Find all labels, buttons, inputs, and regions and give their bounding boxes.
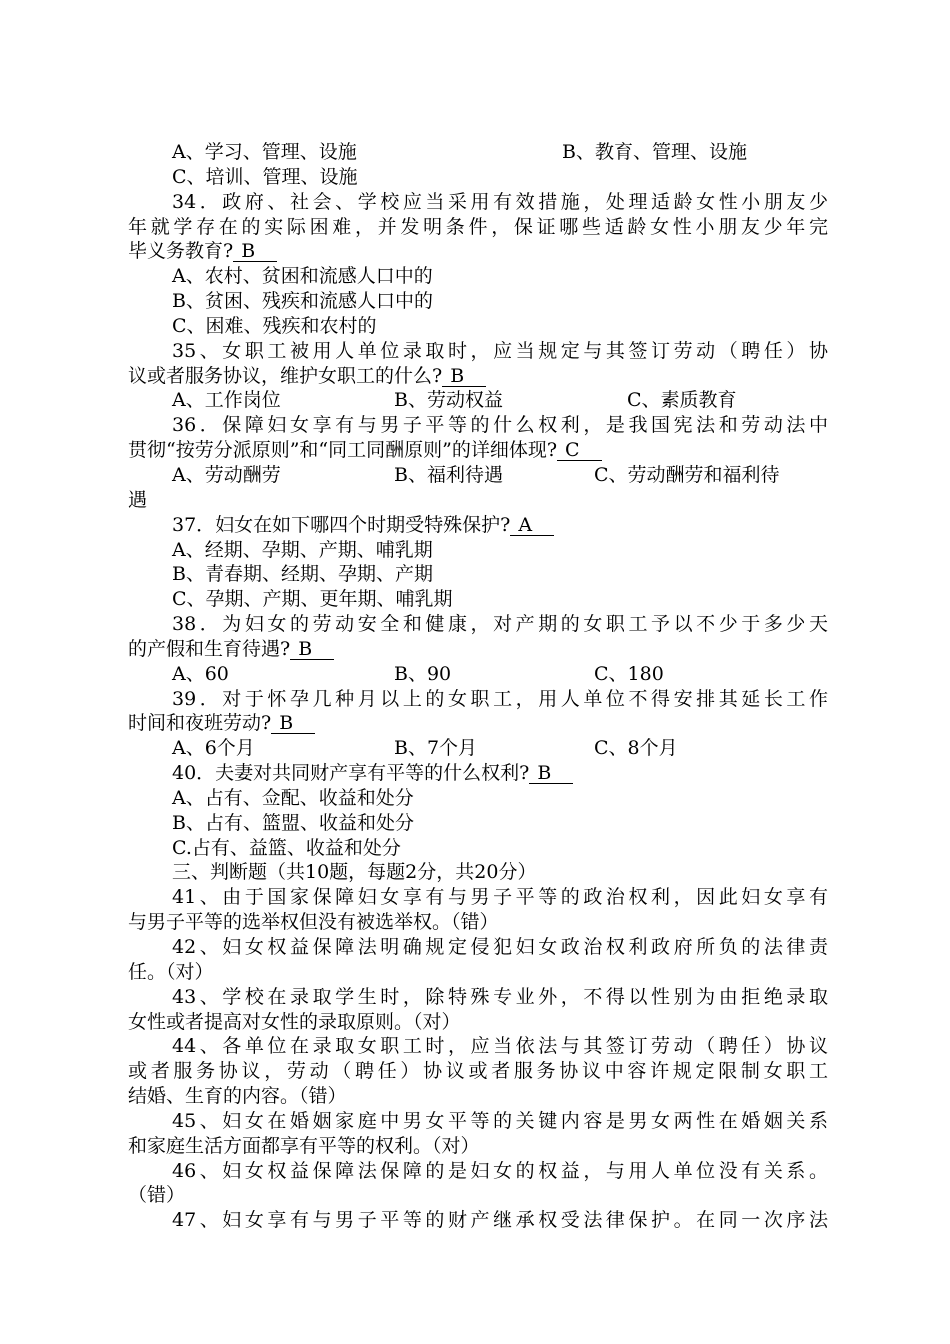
q39-option-b: B、7个月 bbox=[394, 737, 478, 760]
q43-line-1: 43、学校在录取学生时，除特殊专业外，不得以性别为由拒绝录取 bbox=[172, 985, 828, 1008]
q36-answer: C bbox=[557, 440, 602, 461]
q40-option-c: C.占有、益篮、收益和处分 bbox=[172, 836, 401, 859]
q33-options-ab bbox=[128, 140, 828, 165]
q34-option-a: A、农村、贫困和流感人口中的 bbox=[172, 265, 433, 288]
q36-line-2 bbox=[128, 438, 828, 463]
q35-option-c: C、素质教育 bbox=[627, 389, 737, 412]
q38-option-b: B、90 bbox=[394, 662, 452, 685]
section-heading-judgement: 三、判断题（共10题，每题2分，共20分） bbox=[172, 861, 537, 884]
q39-option-c: C、8个月 bbox=[594, 737, 678, 760]
q39-stem-end: 时间和夜班劳动? bbox=[128, 712, 272, 735]
q34-line-3 bbox=[128, 239, 828, 264]
q35-option-b: B、劳动权益 bbox=[394, 389, 503, 412]
q37-line-1 bbox=[128, 513, 828, 538]
q40-option-a: A、占有、佥配、收益和处分 bbox=[172, 786, 414, 809]
q34-answer: B bbox=[233, 241, 277, 262]
q45-line-2: 和家庭生活方面都享有平等的权利。（对） bbox=[128, 1134, 480, 1157]
q37-option-c: C、孕期、产期、更年期、哺乳期 bbox=[172, 588, 453, 611]
q35-options bbox=[128, 388, 828, 413]
q41-line-1: 41、由于国家保障妇女享有与男子平等的政治权利，因此妇女享有 bbox=[172, 886, 828, 909]
q46-line-1: 46、妇女权益保障法保障的是妇女的权益，与用人单位没有关系。 bbox=[172, 1159, 828, 1182]
q38-answer: B bbox=[290, 639, 334, 660]
q41-line-2: 与男子平等的选举权但没有被选举权。（错） bbox=[128, 911, 499, 934]
q43-line-2: 女性或者提高对女性的录取原则。（对） bbox=[128, 1010, 461, 1033]
q34-option-c: C、困难、残疾和农村的 bbox=[172, 314, 377, 337]
q37-option-a: A、经期、孕期、产期、哺乳期 bbox=[172, 538, 433, 561]
q34-stem-end: 毕义务教育? bbox=[128, 240, 234, 263]
q35-option-a: A、工作岗位 bbox=[172, 389, 281, 412]
q37-option-b: B、青春期、经期、孕期、产期 bbox=[172, 563, 433, 586]
q35-line-2 bbox=[128, 364, 828, 389]
q40-stem: 40．夫妻对共同财产享有平等的什么权利? bbox=[172, 762, 530, 785]
q36-option-c-continued: 遇 bbox=[128, 488, 148, 511]
q42-line-1: 42、妇女权益保障法明确规定侵犯妇女政治权利政府所负的法律责 bbox=[172, 936, 828, 958]
q35-line-1: 35、女职工被用人单位录取时，应当规定与其签订劳动（聘任）协 bbox=[172, 339, 828, 362]
q42-line-2: 任。（对） bbox=[128, 960, 214, 983]
q40-option-b: B、占有、篮盟、收益和处分 bbox=[172, 811, 414, 834]
q33-option-c: C、培训、管理、设施 bbox=[172, 165, 358, 188]
q33-option-b: B、教育、管理、设施 bbox=[562, 141, 747, 163]
q36-option-b: B、福利待遇 bbox=[394, 463, 503, 486]
q35-answer: B bbox=[442, 366, 486, 387]
q34-line-1: 34．政府、社会、学校应当采用有效措施，处理适龄女性小朋友少 bbox=[172, 190, 828, 213]
q44-line-1: 44、各单位在录取女职工时，应当依法与其签订劳动（聘任）协议 bbox=[172, 1035, 828, 1058]
q37-answer: A bbox=[510, 515, 554, 536]
q36-option-c: C、劳动酬劳和福利待 bbox=[594, 463, 780, 486]
q39-option-a: A、6个月 bbox=[172, 737, 255, 760]
q38-option-a: A、60 bbox=[172, 662, 229, 685]
q39-answer: B bbox=[271, 713, 315, 734]
q36-options bbox=[128, 463, 828, 488]
q33-option-a: A、学习、管理、设施 bbox=[172, 141, 357, 163]
q39-line-2 bbox=[128, 711, 828, 736]
q45-line-1: 45、妇女在婚姻家庭中男女平等的关键内容是男女两性在婚姻关系 bbox=[172, 1109, 828, 1132]
q40-answer: B bbox=[529, 763, 573, 784]
q44-line-3: 结婚、生育的内容。（错） bbox=[128, 1085, 347, 1108]
q34-option-b: B、贫困、残疾和流感人口中的 bbox=[172, 290, 433, 313]
q47-line-1: 47、妇女享有与男子平等的财产继承权受法律保护。在同一次序法 bbox=[172, 1209, 828, 1232]
q39-line-1: 39．对于怀孕几种月以上的女职工，用人单位不得安排其延长工作 bbox=[172, 687, 828, 710]
q38-option-c: C、180 bbox=[594, 662, 664, 685]
q36-option-a: A、劳动酬劳 bbox=[172, 463, 281, 486]
q34-line-2: 年就学存在的实际困难，并发明条件，保证哪些适龄女性小朋友少年完 bbox=[128, 215, 828, 238]
q36-stem-end: 贯彻“按劳分派原则”和“同工同酬原则”的详细体现? bbox=[128, 439, 558, 462]
q44-line-2: 或者服务协议，劳动（聘任）协议或者服务协议中容许规定限制女职工 bbox=[128, 1060, 828, 1083]
q38-stem-end: 的产假和生育待遇? bbox=[128, 637, 291, 660]
q35-stem-end: 议或者服务协议，维护女职工的什么? bbox=[128, 364, 443, 387]
q46-line-2: （错） bbox=[128, 1184, 186, 1207]
q38-line-1: 38．为妇女的劳动安全和健康，对产期的女职工予以不少于多少天 bbox=[172, 613, 828, 636]
document-body bbox=[128, 140, 828, 1233]
q38-options bbox=[128, 662, 828, 687]
q36-line-1: 36．保障妇女享有与男子平等的什么权利，是我国宪法和劳动法中 bbox=[172, 414, 828, 437]
q40-line-1 bbox=[128, 761, 828, 786]
q39-options bbox=[128, 736, 828, 761]
q37-stem: 37．妇女在如下哪四个时期受特殊保护? bbox=[172, 513, 511, 536]
q38-line-2 bbox=[128, 637, 828, 662]
